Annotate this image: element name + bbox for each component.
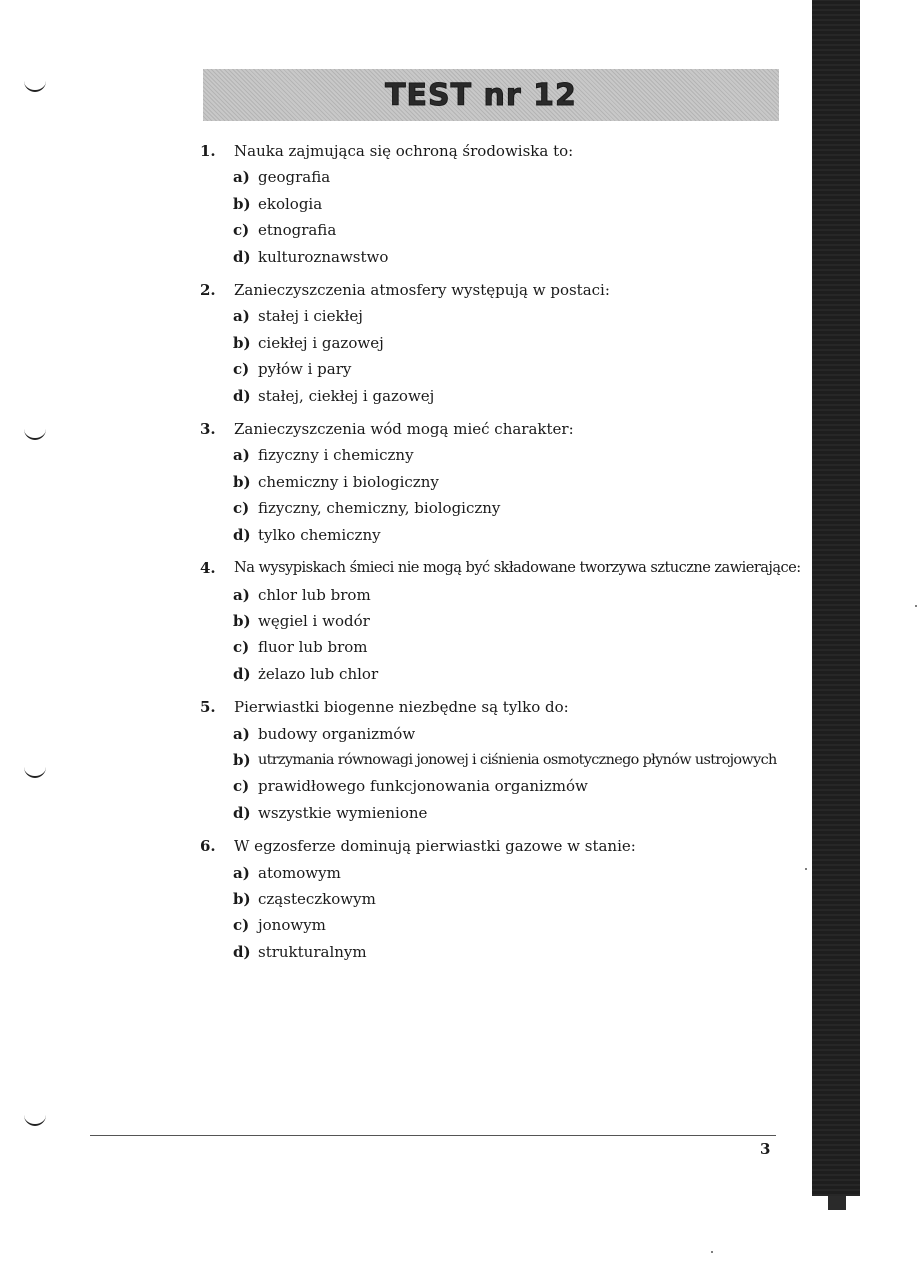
binding-hole-mark (24, 766, 46, 778)
question-stem (200, 277, 800, 303)
answer-text: węgiel i wodór (258, 611, 370, 630)
answer-letter: b) (233, 472, 251, 491)
scan-speck (915, 605, 917, 607)
answer-option (200, 582, 800, 608)
answer-option (200, 303, 800, 329)
answer-letter: c) (233, 221, 250, 240)
answer-option (200, 330, 800, 356)
answer-letter: a) (233, 307, 250, 326)
answer-option (200, 661, 800, 687)
answer-text: pyłów i pary (258, 360, 352, 379)
question-2 (200, 277, 800, 409)
answer-letter: d) (233, 664, 251, 683)
answer-option (200, 721, 800, 747)
question-number: 6. (200, 837, 216, 856)
answer-text: prawidłowego funkcjonowania organizmów (258, 777, 588, 796)
answer-letter: a) (233, 863, 250, 882)
answer-letter: d) (233, 942, 251, 961)
answer-text: ekologia (258, 194, 323, 213)
answer-text: strukturalnym (258, 942, 367, 961)
answer-option (200, 164, 800, 190)
answer-text: budowy organizmów (258, 724, 416, 743)
scan-speck (711, 1251, 713, 1253)
answer-option (200, 939, 800, 965)
question-text: Zanieczyszczenia atmosfery występują w postaci: (234, 281, 610, 300)
answer-text: chlor lub brom (258, 585, 371, 604)
answer-text: cząsteczkowym (258, 889, 376, 908)
answer-letter: b) (233, 333, 251, 352)
question-text: Zanieczyszczenia wód mogą mieć charakter: (234, 420, 574, 439)
answer-letter: d) (233, 247, 251, 266)
answer-text: jonowym (258, 916, 326, 935)
answer-text: etnografia (258, 221, 337, 240)
answer-letter: c) (233, 638, 250, 657)
binding-hole-mark (24, 80, 46, 92)
answer-letter: d) (233, 525, 251, 544)
answer-option (200, 800, 800, 826)
answer-option (200, 608, 800, 634)
question-number: 1. (200, 142, 216, 160)
question-stem (200, 138, 800, 164)
answer-text: geografia (258, 168, 331, 187)
question-text: Na wysypiskach śmieci nie mogą być składowane tworzywa sztuczne zawierające: (234, 559, 801, 577)
answer-letter: a) (233, 724, 250, 743)
answer-text: fizyczny, chemiczny, biologiczny (258, 499, 501, 518)
question-text: Pierwiastki biogenne niezbędne są tylko do: (234, 698, 569, 717)
answer-option (200, 469, 800, 495)
question-6 (200, 833, 800, 965)
scan-speck (805, 868, 807, 870)
answer-text: stałej i ciekłej (258, 307, 363, 326)
answer-option (200, 217, 800, 243)
answer-option (200, 356, 800, 382)
answer-option (200, 886, 800, 912)
question-number: 2. (200, 281, 216, 300)
answer-letter: a) (233, 585, 250, 604)
answer-letter: d) (233, 386, 251, 405)
answer-letter: c) (233, 360, 250, 379)
answer-option (200, 191, 800, 217)
answer-letter: b) (233, 889, 251, 908)
answer-letter: d) (233, 803, 251, 822)
question-text: Nauka zajmująca się ochroną środowiska to: (234, 142, 574, 160)
footer-rule (90, 1135, 776, 1136)
question-stem (200, 833, 800, 859)
answer-text: utrzymania równowagi jonowej i ciśnienia osmotycznego płynów ustrojowych (258, 751, 777, 768)
question-4 (200, 555, 800, 687)
binding-hole-mark (24, 1114, 46, 1126)
test-header-banner (203, 69, 779, 121)
question-stem (200, 555, 800, 581)
answer-option (200, 773, 800, 799)
answer-option (200, 383, 800, 409)
answer-option (200, 912, 800, 938)
answer-letter: b) (233, 611, 251, 630)
answer-letter: c) (233, 916, 250, 935)
answer-text: tylko chemiczny (258, 525, 381, 544)
question-number: 4. (200, 559, 216, 578)
question-number: 3. (200, 420, 216, 439)
answer-text: atomowym (258, 863, 341, 882)
answer-text: stałej, ciekłej i gazowej (258, 386, 435, 405)
answer-option (200, 442, 800, 468)
scan-edge-shadow (812, 0, 860, 1196)
answer-option (200, 747, 800, 773)
answer-letter: c) (233, 499, 250, 518)
answer-letter: a) (233, 446, 250, 465)
scan-edge-shadow-tail (828, 1196, 846, 1210)
answer-text: wszystkie wymienione (258, 803, 428, 822)
answer-option (200, 495, 800, 521)
answer-letter: a) (233, 168, 250, 187)
page-number: 3 (760, 1140, 771, 1158)
answer-letter: b) (233, 194, 251, 213)
answer-text: fizyczny i chemiczny (258, 446, 414, 465)
answer-text: fluor lub brom (258, 638, 368, 657)
question-1 (200, 138, 800, 270)
question-text: W egzosferze dominują pierwiastki gazowe w stanie: (234, 837, 636, 856)
question-3 (200, 416, 800, 548)
question-list (200, 138, 800, 972)
answer-text: chemiczny i biologiczny (258, 472, 439, 491)
answer-letter: b) (233, 750, 251, 769)
answer-option (200, 634, 800, 660)
question-number: 5. (200, 698, 216, 717)
binding-hole-mark (24, 428, 46, 440)
question-stem (200, 694, 800, 720)
question-5 (200, 694, 800, 826)
answer-option (200, 860, 800, 886)
answer-option (200, 522, 800, 548)
test-title: TEST nr 12 (385, 77, 577, 113)
answer-text: ciekłej i gazowej (258, 333, 384, 352)
question-stem (200, 416, 800, 442)
answer-text: kulturoznawstwo (258, 247, 389, 266)
answer-text: żelazo lub chlor (258, 664, 379, 683)
answer-option (200, 244, 800, 270)
answer-letter: c) (233, 777, 250, 796)
